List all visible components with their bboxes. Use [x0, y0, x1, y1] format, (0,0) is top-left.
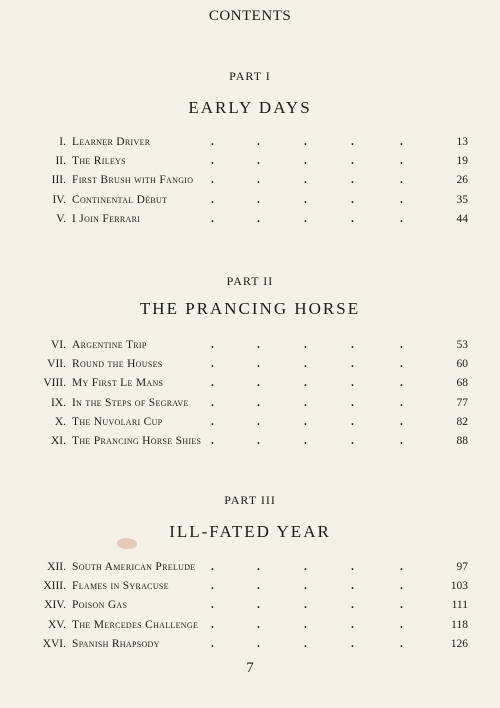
chapter-number: IV. [52, 193, 66, 206]
page-number: 60 [456, 358, 468, 371]
chapter-number: I. [59, 136, 66, 148]
chapter-title: Spanish Rhapsody [72, 637, 160, 650]
toc-row [0, 339, 500, 358]
chapter-number: VIII. [43, 377, 66, 390]
leader-dot: . [211, 561, 214, 573]
leader-dot: . [304, 339, 307, 351]
chapter-number: V. [56, 212, 66, 225]
part-title: EARLY DAYS [188, 98, 312, 117]
leader-dots [0, 580, 500, 599]
leader-dot: . [211, 415, 214, 428]
leader-dot: . [257, 212, 260, 225]
page-number: 88 [456, 434, 468, 447]
page-number: 118 [451, 618, 468, 631]
leader-dots [0, 435, 500, 454]
leader-dot: . [257, 174, 260, 187]
leader-dot: . [304, 561, 307, 573]
page-number: 82 [456, 415, 468, 428]
leader-dot: . [211, 358, 214, 371]
chapter-title: The Mercedes Challenge [72, 618, 199, 631]
leader-dot: . [400, 561, 403, 573]
leader-dot: . [351, 136, 354, 148]
leader-dot: . [304, 358, 307, 371]
page-number: 26 [456, 174, 468, 187]
leader-dot: . [211, 637, 214, 650]
chapter-title: My First Le Mans [72, 377, 164, 390]
leader-dot: . [400, 339, 403, 351]
chapter-title: Poison Gas [72, 599, 128, 612]
leader-dot: . [211, 212, 214, 225]
leader-dot: . [257, 618, 260, 631]
leader-dot: . [304, 174, 307, 187]
toc-row [0, 619, 500, 638]
leader-dot: . [400, 212, 403, 225]
leader-dot: . [351, 618, 354, 631]
leader-dot: . [304, 599, 307, 612]
chapter-title: Flames in Syracuse [72, 580, 169, 593]
chapter-title: I Join Ferrari [72, 212, 141, 225]
chapter-number: XV. [47, 618, 66, 631]
leader-dot: . [304, 155, 307, 168]
toc-row [0, 638, 500, 657]
leader-dots [0, 174, 500, 193]
leader-dot: . [211, 155, 214, 168]
toc-row [0, 194, 500, 213]
leader-dot: . [257, 155, 260, 168]
leader-dot: . [257, 193, 260, 206]
toc-row [0, 358, 500, 377]
leader-dot: . [400, 434, 403, 447]
leader-dot: . [257, 396, 260, 409]
leader-dots [0, 638, 500, 657]
toc-row [0, 136, 500, 155]
leader-dot: . [257, 358, 260, 371]
leader-dot: . [304, 377, 307, 390]
chapter-number: II. [55, 155, 66, 168]
chapter-title: Round the Houses [72, 358, 163, 371]
leader-dot: . [351, 212, 354, 225]
leader-dots [0, 619, 500, 638]
page-number: 19 [456, 155, 468, 168]
chapter-number: X. [54, 415, 66, 428]
toc-row [0, 174, 500, 193]
leader-dots [0, 599, 500, 618]
page-number: 44 [456, 212, 468, 225]
leader-dot: . [400, 174, 403, 187]
chapter-number: XIV. [44, 599, 66, 612]
chapter-title: In the Steps of Segrave [72, 396, 189, 409]
leader-dot: . [351, 561, 354, 573]
page-number: 126 [450, 637, 468, 650]
chapter-number: IX. [50, 396, 66, 409]
leader-dot: . [351, 396, 354, 409]
part-label: PART II [226, 274, 274, 288]
chapter-title: The Rileys [72, 155, 126, 168]
toc-row [0, 435, 500, 454]
leader-dot: . [400, 415, 403, 428]
leader-dot: . [351, 377, 354, 390]
page-number: 53 [456, 339, 468, 351]
leader-dot: . [211, 618, 214, 631]
part-label: PART III [224, 493, 276, 507]
leader-dots [0, 561, 500, 580]
leader-dot: . [257, 339, 260, 351]
leader-dot: . [211, 396, 214, 409]
chapter-number: XI. [50, 434, 66, 447]
toc-row [0, 397, 500, 416]
leader-dot: . [400, 599, 403, 612]
leader-dot: . [211, 580, 214, 593]
leader-dot: . [257, 377, 260, 390]
leader-dot: . [351, 339, 354, 351]
leader-dot: . [304, 618, 307, 631]
leader-dot: . [351, 599, 354, 612]
leader-dot: . [304, 396, 307, 409]
toc-row [0, 213, 500, 232]
leader-dots [0, 194, 500, 213]
leader-dots [0, 213, 500, 232]
leader-dot: . [351, 155, 354, 168]
leader-dot: . [400, 618, 403, 631]
chapter-number: III. [51, 174, 66, 187]
toc-row [0, 580, 500, 599]
paper-stain [117, 538, 137, 549]
leader-dot: . [400, 637, 403, 650]
leader-dot: . [211, 377, 214, 390]
leader-dots [0, 155, 500, 174]
leader-dot: . [351, 637, 354, 650]
leader-dot: . [257, 136, 260, 148]
toc-row [0, 599, 500, 618]
leader-dot: . [257, 599, 260, 612]
leader-dot: . [400, 155, 403, 168]
folio-page-number: 7 [246, 660, 254, 676]
leader-dot: . [304, 136, 307, 148]
leader-dot: . [257, 637, 260, 650]
leader-dot: . [257, 415, 260, 428]
chapter-title: Argentine Trip [72, 339, 147, 351]
leader-dot: . [400, 396, 403, 409]
leader-dot: . [211, 174, 214, 187]
page-number: 97 [456, 561, 468, 573]
chapter-number: VII. [47, 358, 66, 371]
leader-dot: . [400, 193, 403, 206]
chapter-title: The Prancing Horse Shies [72, 434, 202, 447]
chapter-title: Learner Driver [72, 136, 151, 148]
chapter-number: VI. [50, 339, 66, 351]
part-title: THE PRANCING HORSE [139, 299, 361, 318]
leader-dot: . [304, 212, 307, 225]
leader-dot: . [211, 599, 214, 612]
page-number: 77 [456, 396, 468, 409]
leader-dot: . [211, 136, 214, 148]
leader-dot: . [304, 637, 307, 650]
chapter-title: First Brush with Fangio [72, 174, 194, 187]
leader-dot: . [304, 434, 307, 447]
leader-dots [0, 339, 500, 358]
toc-row [0, 377, 500, 396]
page-number: 103 [450, 580, 468, 593]
toc-row [0, 561, 500, 580]
page-number: 35 [456, 193, 468, 206]
part-label: PART I [229, 69, 271, 83]
chapter-number: XVI. [42, 637, 66, 650]
leader-dot: . [400, 358, 403, 371]
leader-dots [0, 136, 500, 155]
leader-dot: . [351, 174, 354, 187]
leader-dots [0, 397, 500, 416]
chapter-list [0, 136, 500, 232]
leader-dot: . [304, 415, 307, 428]
toc-row [0, 155, 500, 174]
leader-dot: . [211, 434, 214, 447]
leader-dot: . [304, 193, 307, 206]
leader-dots [0, 416, 500, 435]
leader-dot: . [304, 580, 307, 593]
leader-dot: . [257, 561, 260, 573]
leader-dot: . [211, 339, 214, 351]
leader-dot: . [257, 434, 260, 447]
leader-dot: . [351, 580, 354, 593]
leader-dot: . [211, 193, 214, 206]
chapter-title: Continental Début [72, 193, 168, 206]
leader-dots [0, 358, 500, 377]
chapter-title: South American Prelude [72, 561, 196, 573]
part-title: ILL-FATED YEAR [169, 522, 331, 541]
leader-dot: . [351, 193, 354, 206]
chapter-number: XII. [47, 561, 66, 573]
page-number: 111 [451, 599, 468, 612]
page-number: 13 [456, 136, 468, 148]
chapter-number: XIII. [43, 580, 66, 593]
leader-dot: . [400, 377, 403, 390]
chapter-title: The Nuvolari Cup [72, 415, 163, 428]
chapter-list [0, 561, 500, 657]
leader-dot: . [351, 415, 354, 428]
leader-dot: . [400, 580, 403, 593]
leader-dot: . [257, 580, 260, 593]
leader-dots [0, 377, 500, 396]
leader-dot: . [351, 434, 354, 447]
chapter-list [0, 339, 500, 454]
toc-row [0, 416, 500, 435]
leader-dot: . [400, 136, 403, 148]
page-number: 68 [456, 377, 468, 390]
page-title: CONTENTS [208, 8, 292, 24]
leader-dot: . [351, 358, 354, 371]
